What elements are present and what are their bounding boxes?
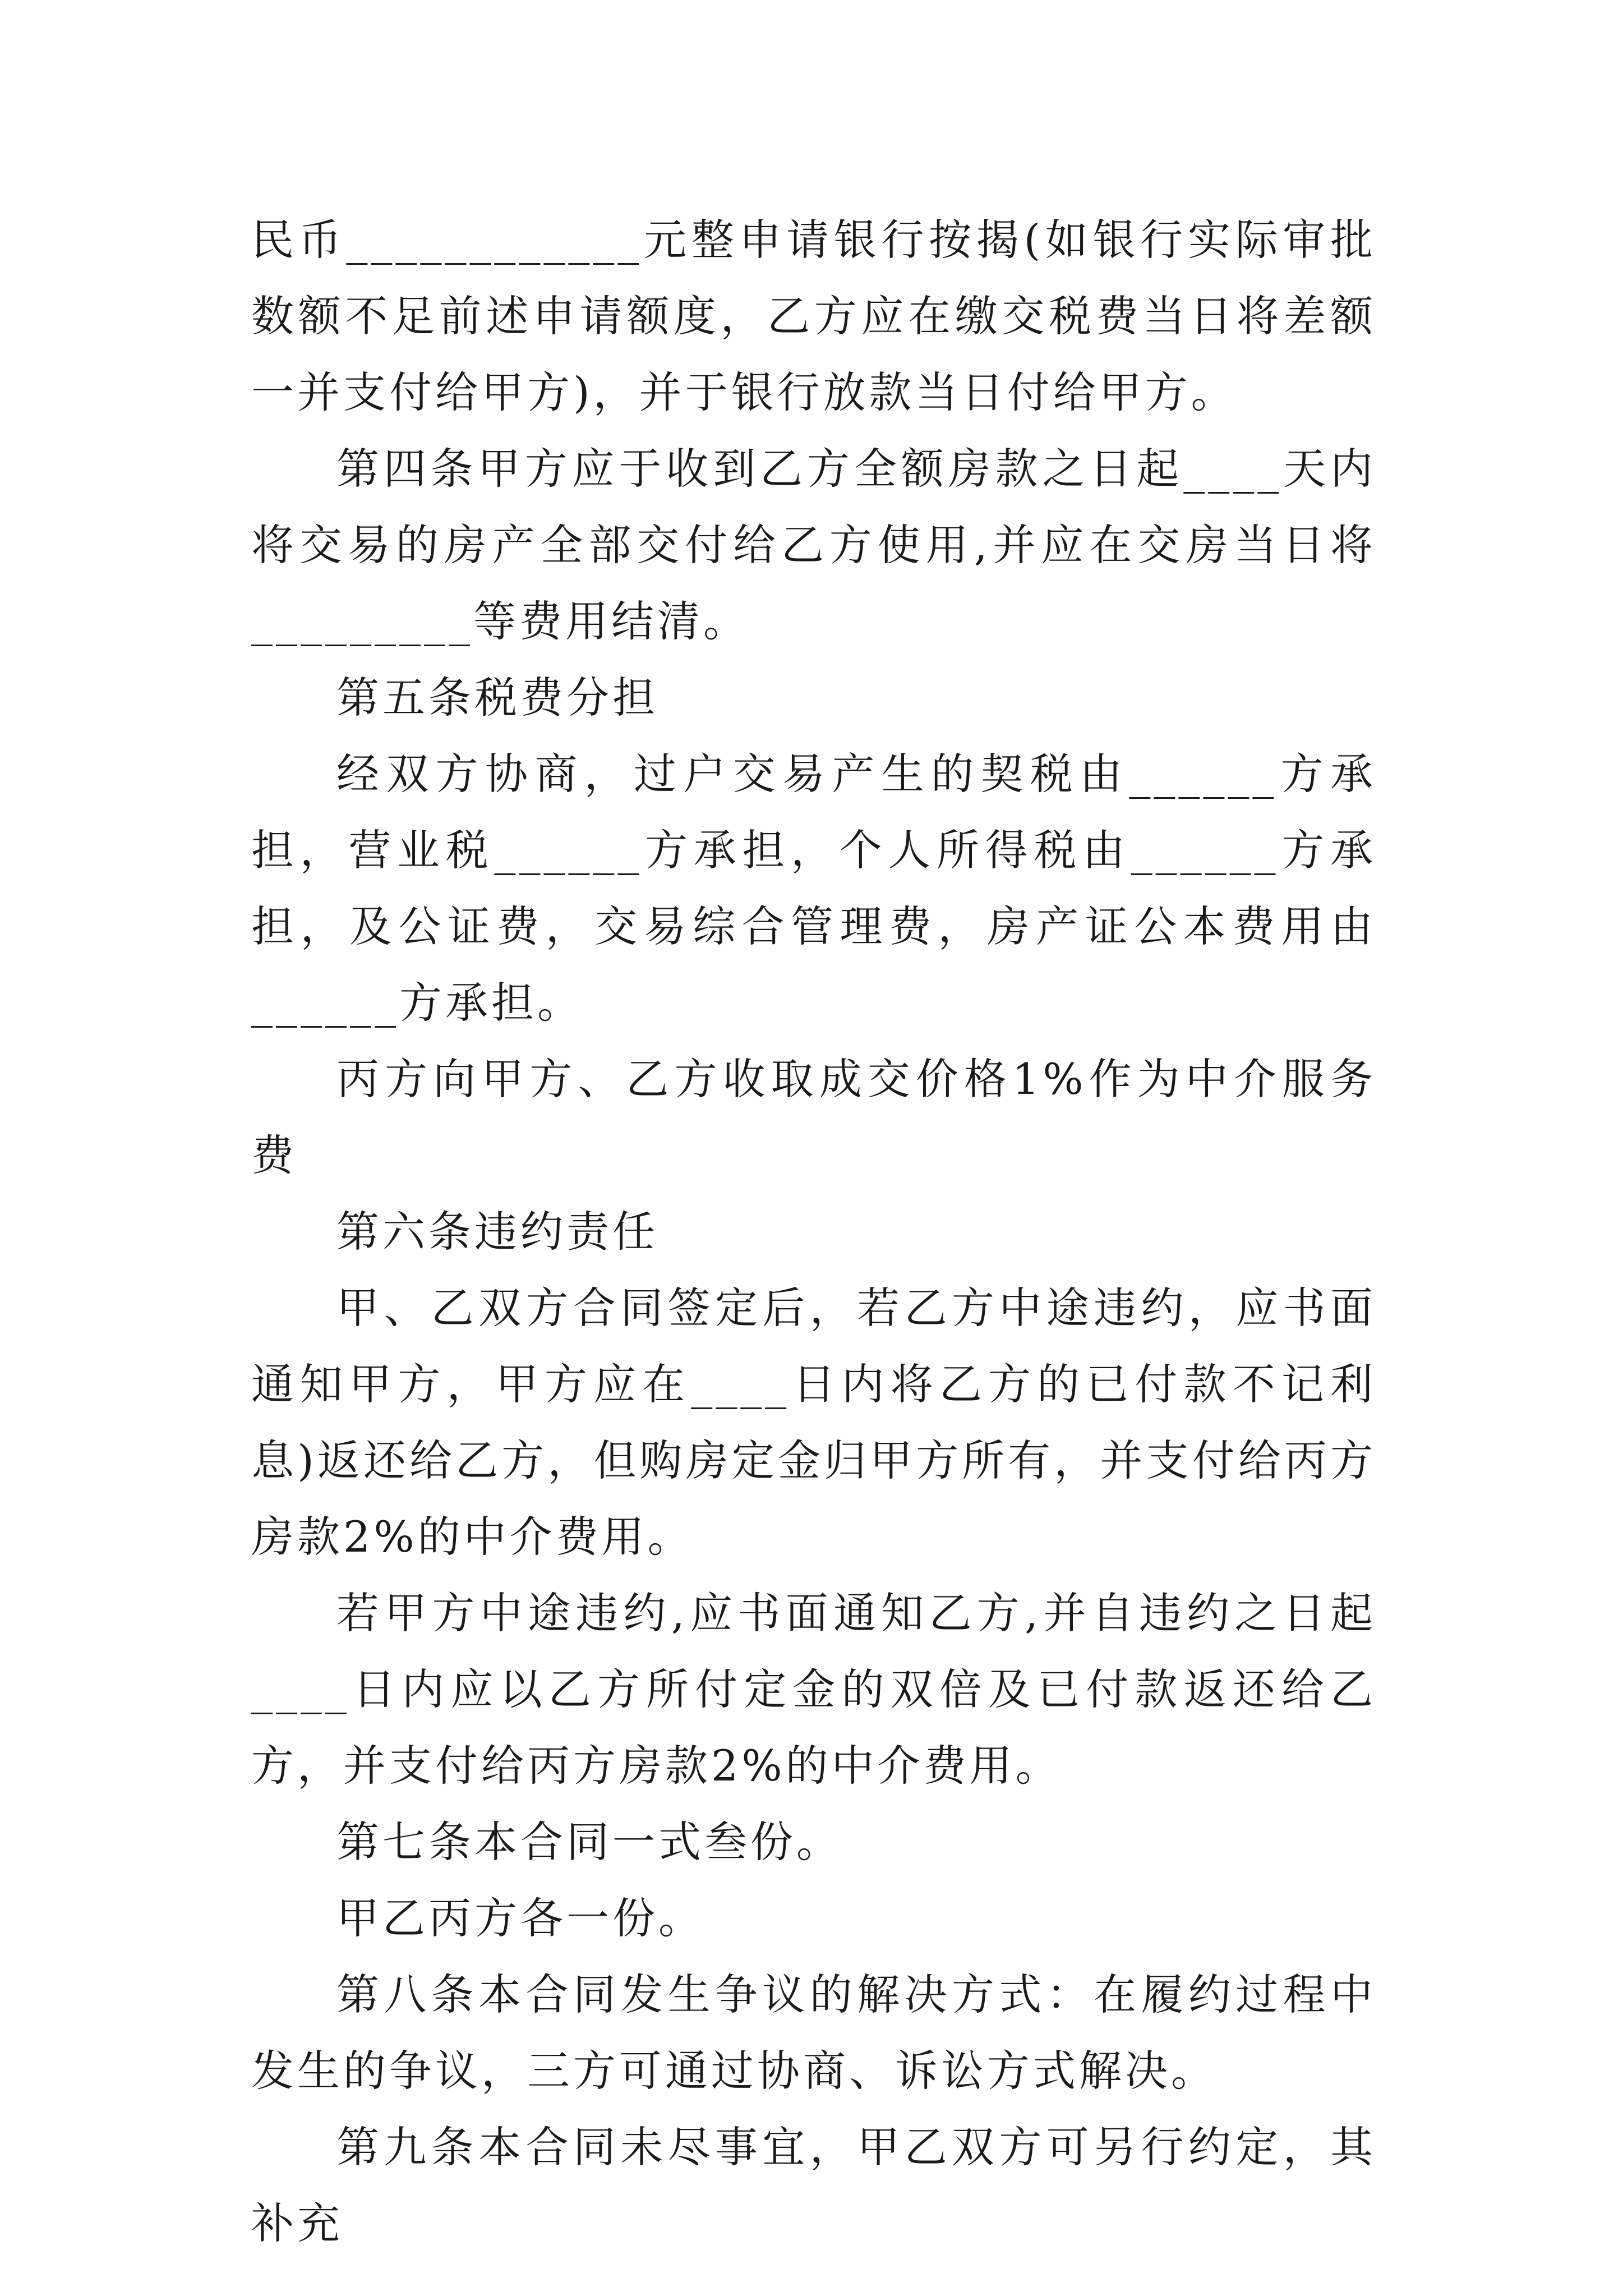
paragraph-copies: 甲乙丙方各一份。 bbox=[336, 1893, 704, 1943]
paragraph-buyer-breach: 甲、乙双方合同签定后，若乙方中途违约，应书面通知甲方，甲方应在____日内将乙方的已付款不记利息)返还给乙方，但购房定金归甲方所有，并支付给丙方房款2%的中介费用。 bbox=[251, 1283, 1376, 1562]
paragraph-article-6-heading: 第六条违约责任 bbox=[336, 1207, 658, 1257]
document-body bbox=[251, 202, 1376, 2262]
paragraph-seller-breach: 若甲方中途违约,应书面通知乙方,并自违约之日起____日内应以乙方所付定金的双倍及已付款返还给乙方，并支付给丙方房款2%的中介费用。 bbox=[251, 1588, 1376, 1791]
paragraph-article-7: 第七条本合同一式叁份。 bbox=[336, 1817, 842, 1867]
paragraph-article-8: 第八条本合同发生争议的解决方式：在履约过程中发生的争议，三方可通过协商、诉讼方式解决。 bbox=[251, 1970, 1376, 2096]
paragraph-agency-fee: 丙方向甲方、乙方收取成交价格1%作为中介服务费 bbox=[251, 1054, 1376, 1180]
paragraph-article-4: 第四条甲方应于收到乙方全额房款之日起____天内将交易的房产全部交付给乙方使用,并应在交房当日将_________等费用结清。 bbox=[251, 444, 1376, 646]
paragraph-loan-application: 民币____________元整申请银行按揭(如银行实际审批数额不足前述申请额度，乙方应在缴交税费当日将差额一并支付给甲方)，并于银行放款当日付给甲方。 bbox=[251, 215, 1376, 417]
paragraph-article-5-heading: 第五条税费分担 bbox=[336, 673, 658, 723]
paragraph-article-9: 第九条本合同未尽事宜，甲乙双方可另行约定，其补充 bbox=[251, 2122, 1376, 2248]
paragraph-tax-sharing: 经双方协商，过户交易产生的契税由______方承担，营业税______方承担，个人所得税由______方承担，及公证费，交易综合管理费，房产证公本费用由______方承担。 bbox=[251, 749, 1376, 1028]
